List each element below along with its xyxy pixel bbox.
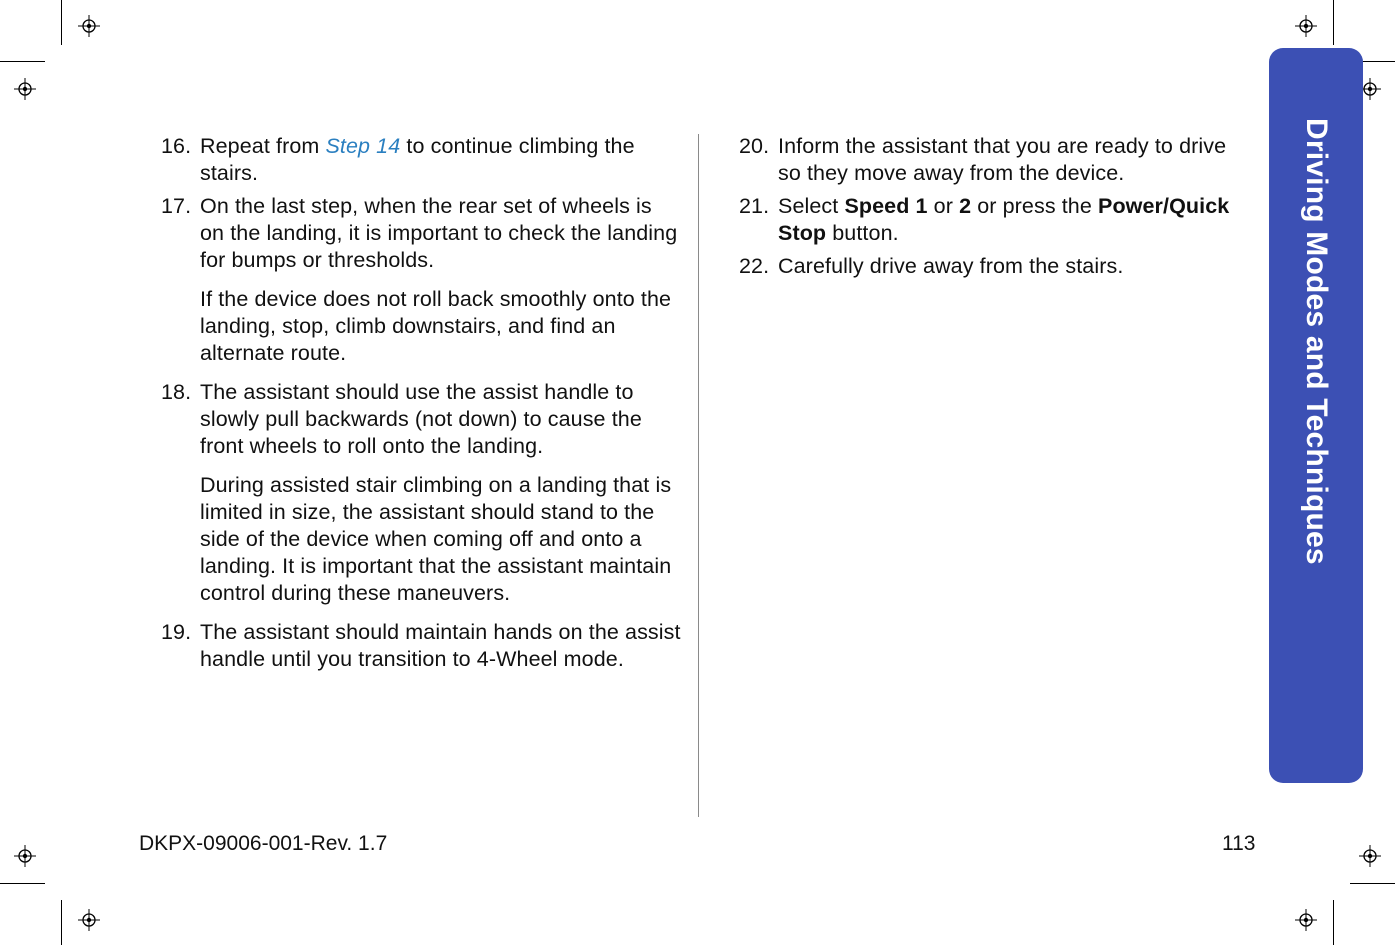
registration-mark-icon <box>1359 845 1381 867</box>
left-column <box>161 133 681 679</box>
section-tab-title: Driving Modes and Techniques <box>1300 118 1333 565</box>
crop-mark <box>1333 900 1334 945</box>
page-number: 113 <box>1222 832 1256 855</box>
step-number: 19. <box>161 620 192 644</box>
step-22 <box>739 253 1239 280</box>
crop-mark <box>61 900 62 945</box>
step-17 <box>161 193 681 274</box>
step-16 <box>161 133 681 187</box>
speed-1-label: Speed 1 <box>844 194 928 218</box>
power-quick-stop-label: Power/Quick Stop <box>778 194 1230 245</box>
step-14-link[interactable]: Step 14 <box>325 134 401 158</box>
registration-mark-icon <box>78 15 100 37</box>
step-text: The assistant should use the assist handle to slowly pull backwards (not down) to cause the front wheels to roll onto the landing. <box>200 380 642 458</box>
registration-mark-icon <box>78 909 100 931</box>
step-text: Repeat from <box>200 134 326 158</box>
step-number: 21. <box>739 194 770 218</box>
step-text: The assistant should maintain hands on the assist handle until you transition to 4-Wheel mode. <box>200 620 681 671</box>
step-20 <box>739 133 1239 187</box>
step-18-note: During assisted stair climbing on a landing that is limited in size, the assistant should stand to the side of the device when coming off and onto a landing. It is important that the assistant maintain control during these maneuvers. <box>200 473 672 605</box>
step-number: 20. <box>739 134 770 158</box>
step-number: 16. <box>161 134 192 158</box>
speed-2-label: 2 <box>959 194 972 218</box>
step-number: 17. <box>161 194 192 218</box>
step-text: On the last step, when the rear set of wheels is on the landing, it is important to check the landing for bumps or thresholds. <box>200 194 678 272</box>
step-text: Inform the assistant that you are ready to drive so they move away from the device. <box>778 134 1227 185</box>
document-id: DKPX-09006-001-Rev. 1.7 <box>139 832 388 855</box>
crop-mark <box>0 883 45 884</box>
registration-mark-icon <box>14 78 36 100</box>
right-column <box>739 133 1239 286</box>
registration-mark-icon <box>1295 909 1317 931</box>
crop-mark <box>0 61 45 62</box>
step-number: 18. <box>161 380 192 404</box>
step-number: 22. <box>739 254 770 278</box>
step-18 <box>161 379 681 460</box>
step-text: or <box>927 194 960 218</box>
registration-mark-icon <box>1295 15 1317 37</box>
step-17-note: If the device does not roll back smoothly onto the landing, stop, climb downstairs, and find an alternate route. <box>200 287 672 365</box>
column-divider <box>698 134 699 817</box>
crop-mark <box>1333 0 1334 45</box>
step-19 <box>161 619 681 673</box>
section-tab <box>1269 48 1363 783</box>
step-text: to continue climbing the stairs. <box>200 134 635 185</box>
crop-mark <box>61 0 62 45</box>
step-21 <box>739 193 1239 247</box>
crop-mark <box>1350 883 1395 884</box>
step-text: Carefully drive away from the stairs. <box>778 254 1124 278</box>
step-text: button. <box>826 221 899 245</box>
step-text: or press the <box>971 194 1098 218</box>
step-text: Select <box>778 194 845 218</box>
registration-mark-icon <box>14 845 36 867</box>
